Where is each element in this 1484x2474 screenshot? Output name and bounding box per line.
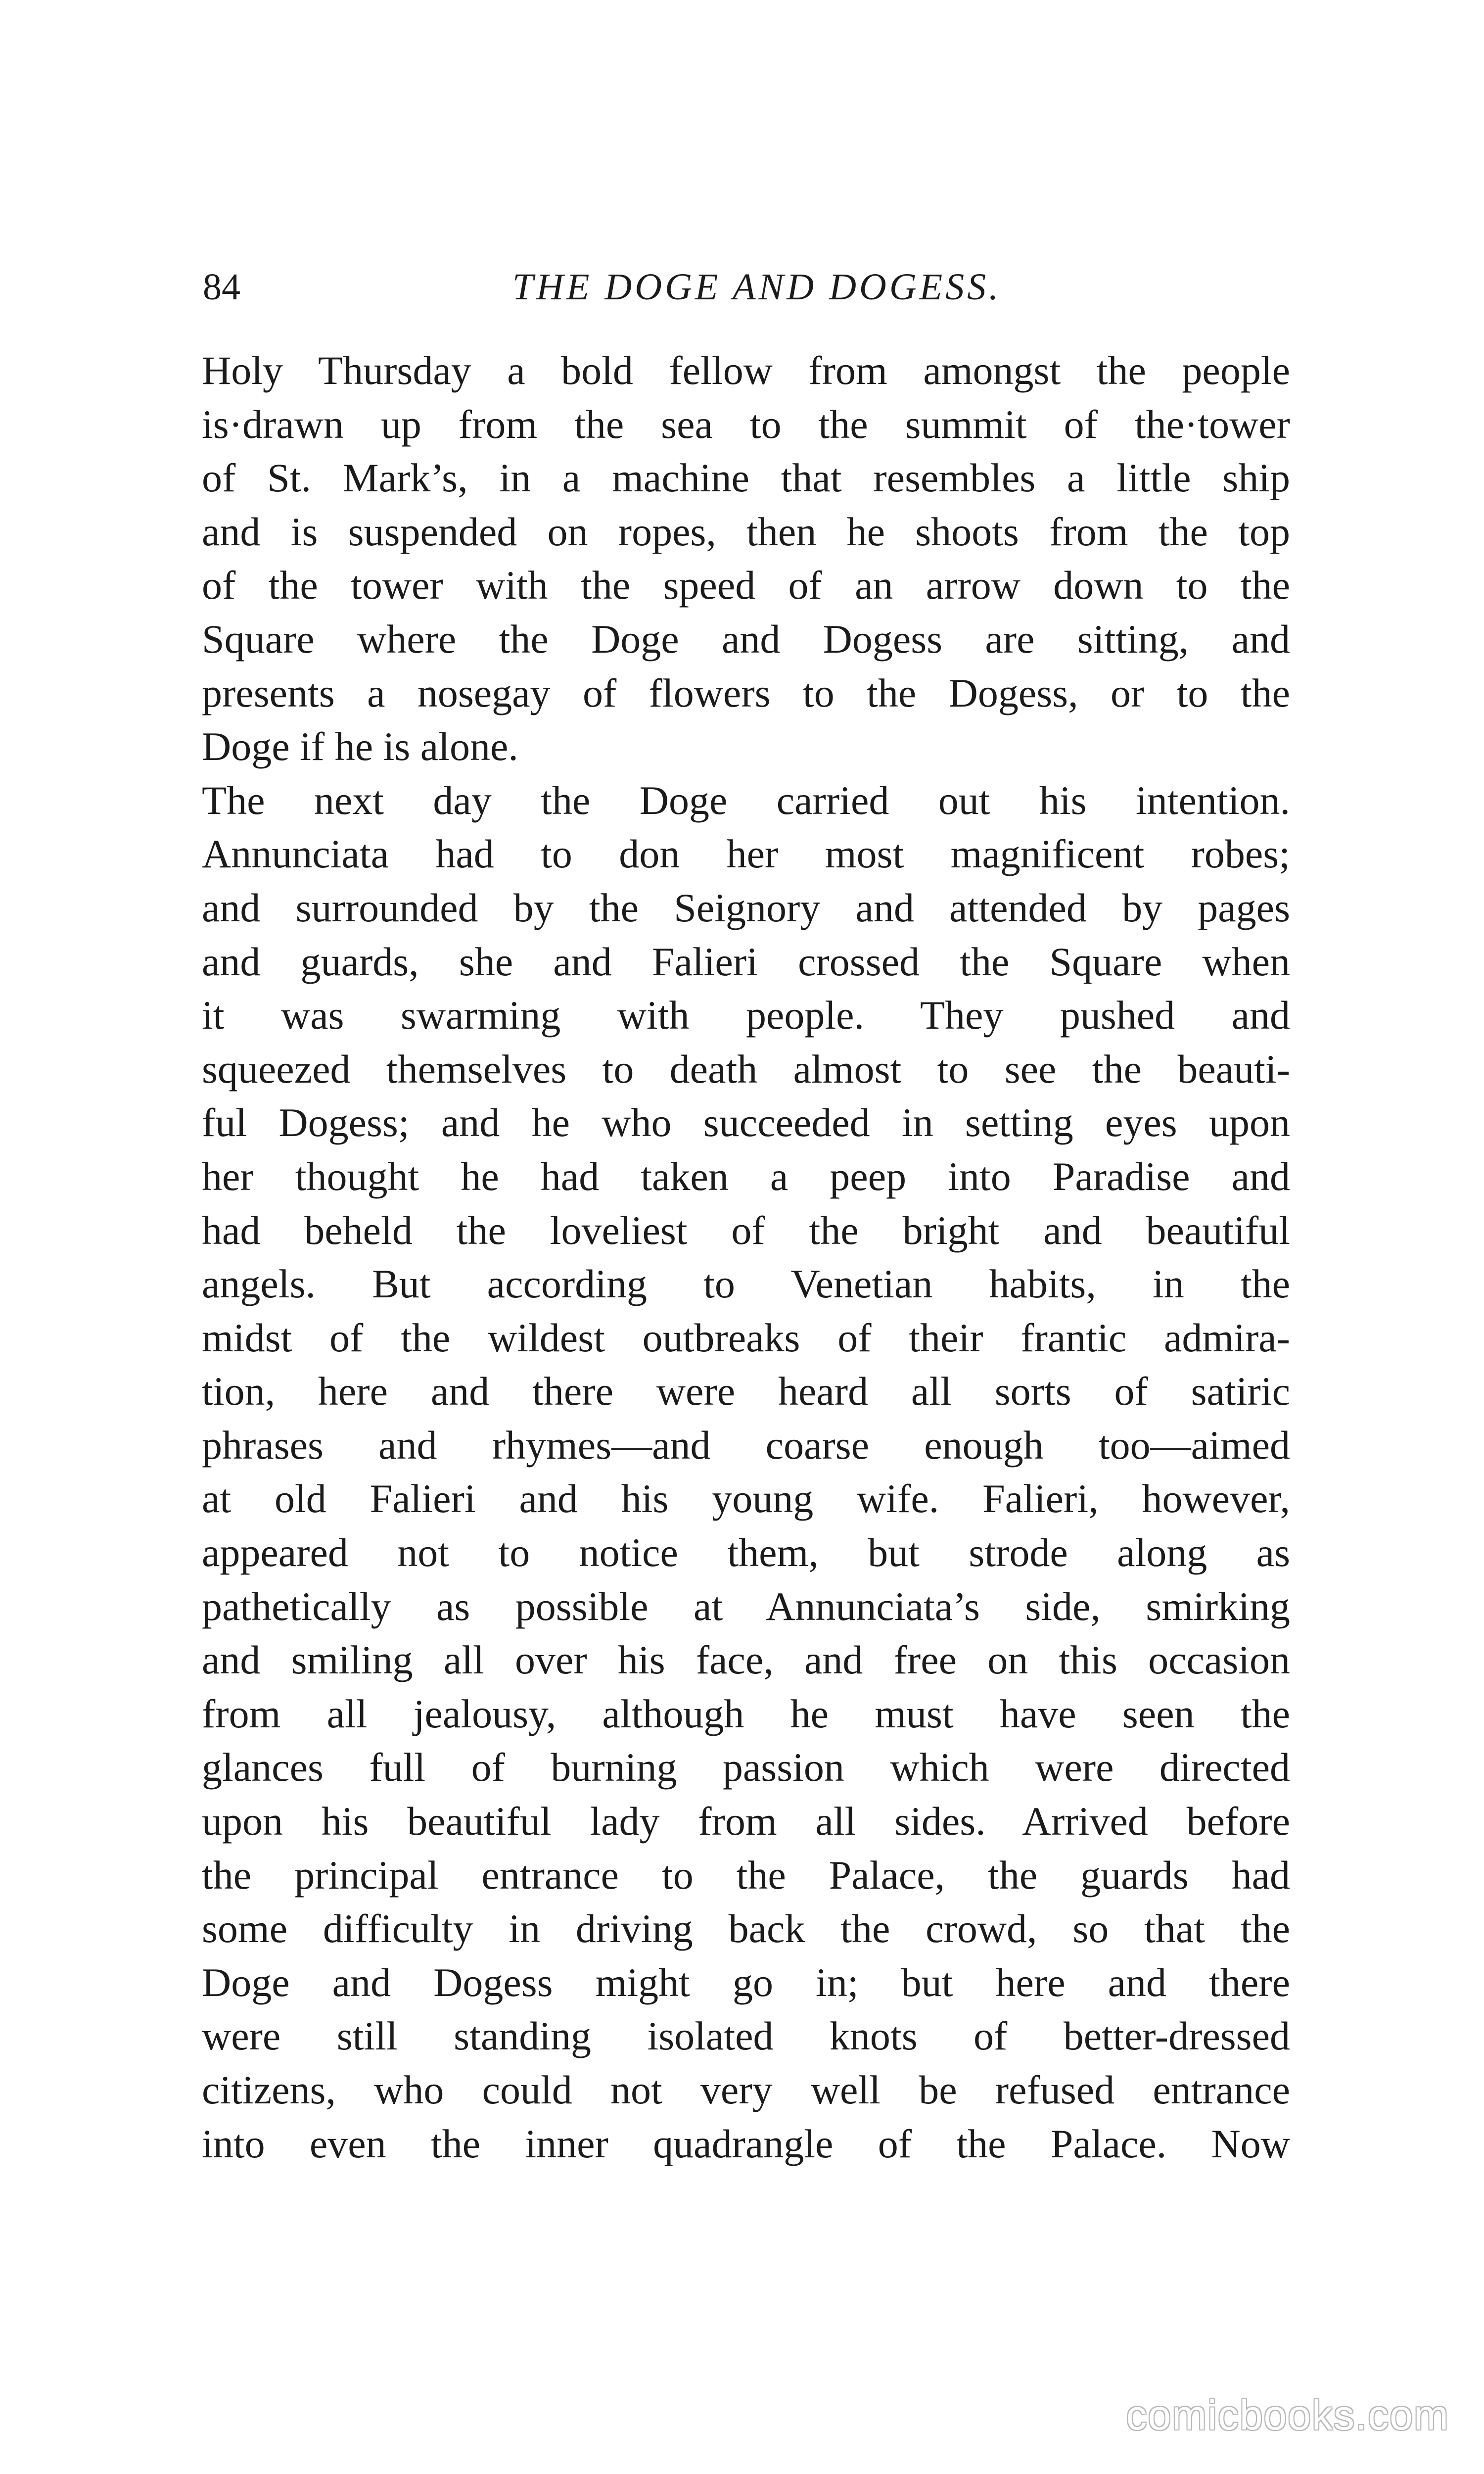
text-line: midst of the wildest outbreaks of their frantic admira- bbox=[202, 1315, 1290, 1360]
text-line: and guards, she and Falieri crossed the Square when bbox=[202, 939, 1290, 984]
page-number: 84 bbox=[203, 266, 240, 308]
text-line: Annunciata had to don her most magnificent robes; bbox=[202, 831, 1290, 877]
text-line: angels. But according to Venetian habits, in the bbox=[202, 1261, 1290, 1307]
body-text bbox=[202, 344, 1290, 2171]
text-line: Doge if he is alone. bbox=[202, 724, 518, 769]
running-title: THE DOGE AND DOGESS. bbox=[512, 266, 1002, 308]
text-line: of the tower with the speed of an arrow down to the bbox=[202, 563, 1290, 608]
text-line: pathetically as possible at Annunciata’s side, smirking bbox=[202, 1583, 1290, 1629]
text-line: Holy Thursday a bold fellow from amongst the people bbox=[202, 348, 1290, 393]
text-line: Doge and Dogess might go in; but here and there bbox=[202, 1959, 1290, 2005]
text-line: and surrounded by the Seignory and attended by pages bbox=[202, 885, 1290, 930]
text-line: and is suspended on ropes, then he shoots from the top bbox=[202, 509, 1290, 554]
text-line: some difficulty in driving back the crowd, so that the bbox=[202, 1906, 1290, 1951]
text-line: were still standing isolated knots of better-dressed bbox=[202, 2013, 1290, 2059]
paragraph-start-line: The next day the Doge carried out his intention. bbox=[202, 777, 1290, 823]
text-line: from all jealousy, although he must have seen the bbox=[202, 1691, 1290, 1736]
text-line: of St. Mark’s, in a machine that resembles a little ship bbox=[202, 455, 1290, 501]
text-line: is·drawn up from the sea to the summit of the·tower bbox=[202, 401, 1290, 447]
text-line: citizens, who could not very well be refused entrance bbox=[202, 2067, 1290, 2112]
text-line: ful Dogess; and he who succeeded in setting eyes upon bbox=[202, 1100, 1290, 1145]
text-line: upon his beautiful lady from all sides. Arrived before bbox=[202, 1799, 1290, 1844]
text-line: phrases and rhymes—and coarse enough too—aimed bbox=[202, 1422, 1290, 1468]
text-line: tion, here and there were heard all sorts of satiric bbox=[202, 1369, 1290, 1414]
text-line: and smiling all over his face, and free on this occasion bbox=[202, 1637, 1290, 1683]
text-line: presents a nosegay of flowers to the Dogess, or to the bbox=[202, 670, 1290, 715]
running-head bbox=[203, 257, 1311, 317]
watermark: comicbooks.com bbox=[1126, 2392, 1449, 2438]
text-line: glances full of burning passion which were directed bbox=[202, 1745, 1290, 1790]
text-line: at old Falieri and his young wife. Falieri, however, bbox=[202, 1476, 1290, 1522]
text-line: Square where the Doge and Dogess are sitting, and bbox=[202, 616, 1290, 662]
text-line: squeezed themselves to death almost to see the beauti- bbox=[202, 1046, 1290, 1092]
text-line: the principal entrance to the Palace, the guards had bbox=[202, 1852, 1290, 1898]
text-line: her thought he had taken a peep into Paradise and bbox=[202, 1153, 1290, 1199]
text-line: it was swarming with people. They pushed and bbox=[202, 993, 1290, 1038]
text-line: had beheld the loveliest of the bright and beautiful bbox=[202, 1207, 1290, 1253]
text-line: into even the inner quadrangle of the Palace. Now bbox=[202, 2121, 1290, 2166]
text-line: appeared not to notice them, but strode along as bbox=[202, 1530, 1290, 1575]
